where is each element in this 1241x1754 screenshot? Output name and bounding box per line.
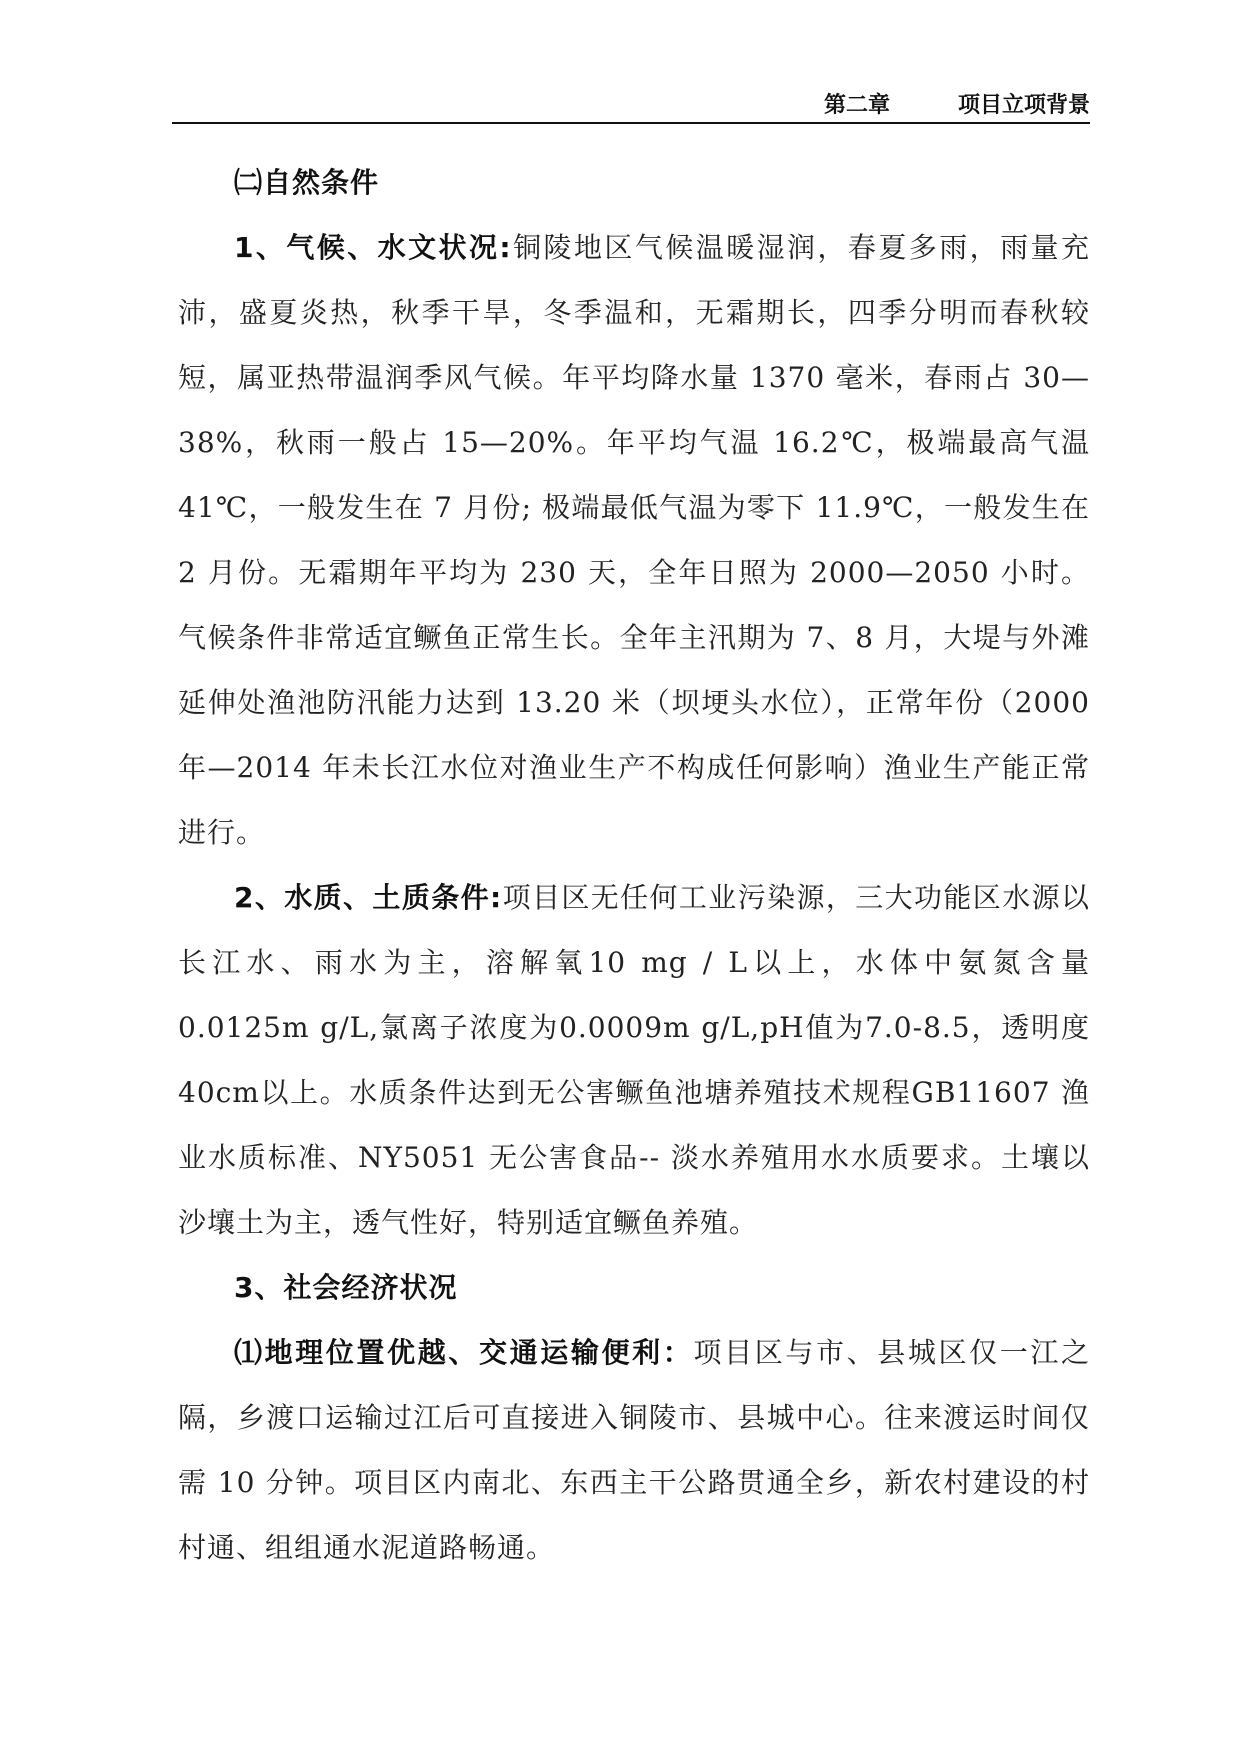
water-soil-label: 2、水质、土质条件:: [234, 881, 503, 914]
location-label: ⑴地理位置优越、交通运输便利：: [234, 1336, 694, 1369]
chapter-number: 第二章: [823, 93, 890, 118]
climate-paragraph: [178, 215, 1090, 865]
socio-economic-heading: 3、社会经济状况: [234, 1271, 458, 1304]
water-soil-text: 项目区无任何工业污染源，三大功能区水源以长江水、雨水为主，溶解氧10 mg / L以上，水体中氨氮含量0.0125m g/L,氯离子浓度为0.0009m g/L,pH值为7.0-8.5，透明度40cm以上。水质条件达到无公害鳜鱼池塘养殖技术规程GB11607 渔业水质标准、NY5051 无公害食品-- 淡水养殖用水水质要求。土壤以沙壤土为主，透气性好，特别适宜鳜鱼养殖。: [178, 881, 1090, 1239]
climate-label: 1、气候、水文状况:: [234, 231, 512, 264]
section-heading-paragraph: [178, 150, 1090, 215]
running-header: [172, 78, 1090, 124]
socio-economic-heading-paragraph: [178, 1255, 1090, 1320]
location-paragraph: [178, 1320, 1090, 1580]
section-heading: ㈡自然条件: [234, 166, 380, 199]
chapter-title: 项目立项背景: [957, 93, 1090, 118]
location-text: 项目区与市、县城区仅一江之隔，乡渡口运输过江后可直接进入铜陵市、县城中心。往来渡运时间仅需 10 分钟。项目区内南北、东西主干公路贯通全乡，新农村建设的村村通、组组通水泥道路畅通。: [178, 1336, 1090, 1564]
document-body: [178, 150, 1090, 1580]
water-soil-paragraph: [178, 865, 1090, 1255]
climate-text: 铜陵地区气候温暖湿润，春夏多雨，雨量充沛，盛夏炎热，秋季干旱，冬季温和，无霜期长，四季分明而春秋较短，属亚热带温润季风气候。年平均降水量 1370 毫米，春雨占 30—38%，秋雨一般占 15—20%。年平均气温 16.2℃，极端最高气温 41℃，一般发生在 7 月份; 极端最低气温为零下 11.9℃，一般发生在 2 月份。无霜期年平均为 230 天，全年日照为 2000—2050 小时。气候条件非常适宜鳜鱼正常生长。全年主汛期为 7、8 月，大堤与外滩延伸处渔池防汛能力达到 13.20 米（坝埂头水位），正常年份（2000 年—2014 年未长江水位对渔业生产不构成任何影响）渔业生产能正常进行。: [178, 231, 1090, 849]
